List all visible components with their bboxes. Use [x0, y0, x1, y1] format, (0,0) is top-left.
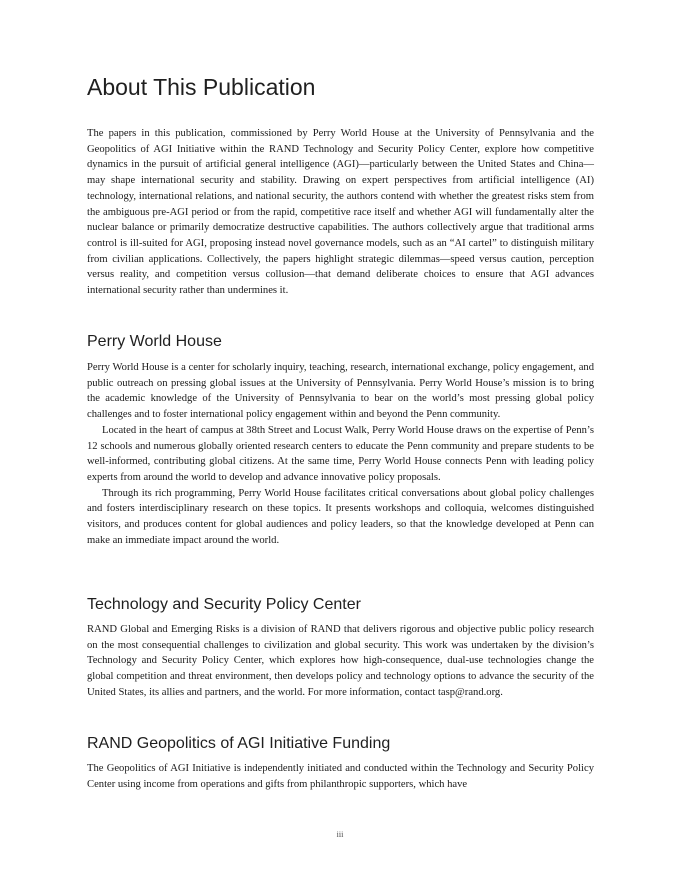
paragraph: Through its rich programming, Perry World House facilitates critical conversations about global policy challenges and fosters interdisciplinary research on these topics. It presents workshops and colloquia, welcomes distinguished visitors, and produces content for global audiences and policy leaders, so that the knowledge developed at Penn can make an immediate impact around the world.	[87, 487, 594, 546]
section-text-perry-world-house	[87, 360, 594, 548]
intro-text	[87, 126, 594, 299]
paragraph: Perry World House is a center for scholarly inquiry, teaching, research, international exchange, policy engagement, and public outreach on pressing global issues at the University of Pennsylvania. Perry World House’s mission is to bring the academic knowledge of the University of Pennsylvania to bear on the world’s most pressing global policy challenges and to foster international policy engagement within and beyond the Penn community.	[87, 362, 594, 421]
section-heading-agi-funding: RAND Geopolitics of AGI Initiative Funding	[87, 735, 391, 752]
intro-paragraph: The papers in this publication, commissioned by Perry World House at the University of Pennsylvania and the Geopolitics of AGI Initiative within the RAND Technology and Security Policy Center, explore how competitive dynamics in the pursuit of artificial general intelligence (AGI)—particularly between the United States and China—may shape international security and stability. Drawing on expert perspectives from artificial intelligence (AI) technology, international relations, and national security, the authors contend with whether the greatest risks stem from the ambiguous pre-AGI period or from the rapid, competitive race itself and whether AGI will fundamentally alter the nuclear balance or primarily democratize destructive capabilities. The authors collectively argue that traditional arms control is ill-suited for AGI, proposing instead novel governance models, such as an “AI cartel” to distinguish military from civilian applications. Collectively, the papers highlight strategic dilemmas—speed versus caution, perception versus reality, and competition versus collusion—that demand deliberate choices to ensure that AGI advances international security rather than undermines it.	[87, 128, 594, 297]
paragraph: Located in the heart of campus at 38th Street and Locust Walk, Perry World House draws on the expertise of Penn’s 12 schools and numerous globally oriented research centers to educate the Penn community and prepare students to be well-informed, contributing global citizens. At the same time, Perry World House connects Penn with leading policy experts from around the world to develop and advance innovative policy proposals.	[87, 424, 594, 483]
section-heading-technology-security: Technology and Security Policy Center	[87, 596, 361, 613]
section-text-technology-security	[87, 622, 594, 701]
paragraph: RAND Global and Emerging Risks is a division of RAND that delivers rigorous and objective public policy research on the most consequential challenges to civilization and global security. This work was undertaken by the division’s Technology and Security Policy Center, which explores how high-consequence, dual-use technologies change the global competition and threat environment, then develops policy and technology options to advance the security of the United States, its allies and partners, and the world. For more information, contact tasp@rand.org.	[87, 624, 594, 698]
section-heading-perry-world-house: Perry World House	[87, 333, 222, 350]
section-text-agi-funding	[87, 761, 594, 792]
page-number: iii	[336, 830, 344, 839]
paragraph: The Geopolitics of AGI Initiative is independently initiated and conducted within the Technology and Security Policy Center using income from operations and gifts from philanthropic supporters, which have	[87, 763, 594, 790]
page-title: About This Publication	[87, 74, 316, 100]
